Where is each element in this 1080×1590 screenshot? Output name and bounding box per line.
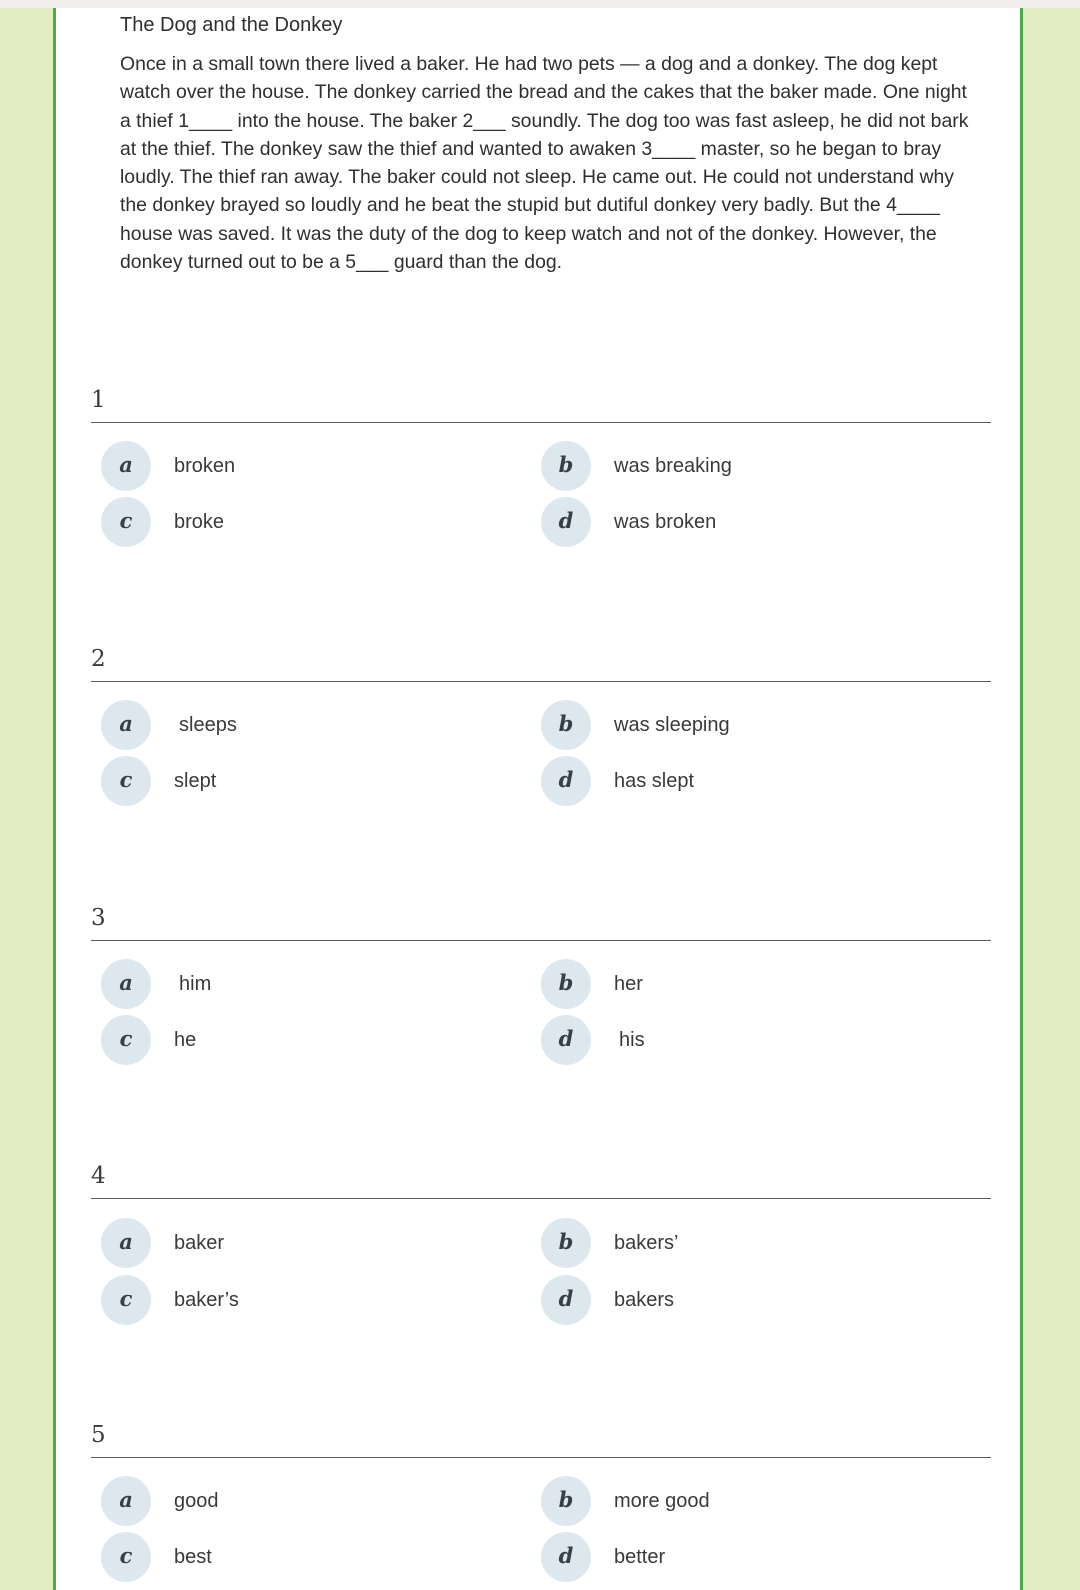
option-3c[interactable] bbox=[101, 1015, 501, 1065]
option-label: bakers bbox=[614, 1289, 675, 1311]
option-label: best bbox=[174, 1546, 212, 1568]
option-label: him bbox=[179, 973, 212, 995]
question-number: 4 bbox=[91, 1163, 106, 1189]
option-5b[interactable] bbox=[541, 1476, 941, 1526]
option-letter-badge: c bbox=[101, 1015, 151, 1065]
option-3a[interactable] bbox=[101, 959, 501, 1009]
option-letter-badge: d bbox=[541, 1532, 591, 1582]
option-label: was breaking bbox=[614, 455, 732, 477]
question-number: 3 bbox=[91, 905, 106, 931]
option-3d[interactable] bbox=[541, 1015, 941, 1065]
option-label: was sleeping bbox=[614, 714, 730, 736]
option-letter-badge: c bbox=[101, 1275, 151, 1325]
option-letter-badge: b bbox=[541, 1218, 591, 1268]
top-bar bbox=[0, 0, 1080, 8]
option-letter-badge: d bbox=[541, 756, 591, 806]
option-letter-badge: d bbox=[541, 1015, 591, 1065]
option-label: her bbox=[614, 973, 643, 995]
question-number: 2 bbox=[91, 646, 106, 672]
option-4d[interactable] bbox=[541, 1275, 941, 1325]
option-label: his bbox=[619, 1029, 645, 1051]
exercise-page bbox=[53, 8, 1023, 1590]
option-letter-badge: a bbox=[101, 1218, 151, 1268]
option-2a[interactable] bbox=[101, 700, 501, 750]
option-letter-badge: c bbox=[101, 497, 151, 547]
option-letter-badge: a bbox=[101, 441, 151, 491]
option-1a[interactable] bbox=[101, 441, 501, 491]
story-text: Once in a small town there lived a baker. He had two pets — a dog and a donkey. The dog kept watch over the house. The donkey carried the bread and the cakes that the baker made. One night a thief 1____ into the house. The baker 2___ soundly. The dog too was fast asleep, he did not bark at the thief. The donkey saw the thief and wanted to awaken 3____ master, so he began to bray loudly. The thief ran away. The baker could not sleep. He came out. He could not understand why the donkey brayed so loudly and he beat the stupid but dutiful donkey very badly. But the 4____ house was saved. It was the duty of the dog to keep watch and not of the donkey. However, the donkey turned out to be a 5___ guard than the dog. bbox=[120, 53, 969, 274]
option-2b[interactable] bbox=[541, 700, 941, 750]
option-letter-badge: c bbox=[101, 1532, 151, 1582]
option-2d[interactable] bbox=[541, 756, 941, 806]
question-number: 1 bbox=[91, 387, 106, 413]
option-label: baker bbox=[174, 1232, 225, 1254]
option-label: baker’s bbox=[174, 1289, 239, 1311]
option-letter-badge: a bbox=[101, 700, 151, 750]
option-5c[interactable] bbox=[101, 1532, 501, 1582]
option-4c[interactable] bbox=[101, 1275, 501, 1325]
option-label: he bbox=[174, 1029, 197, 1051]
option-1d[interactable] bbox=[541, 497, 941, 547]
option-letter-badge: b bbox=[541, 959, 591, 1009]
option-label: good bbox=[174, 1490, 219, 1512]
option-letter-badge: a bbox=[101, 1476, 151, 1526]
option-label: has slept bbox=[614, 770, 695, 792]
option-letter-badge: b bbox=[541, 700, 591, 750]
option-label: better bbox=[614, 1546, 666, 1568]
option-label: bakers’ bbox=[614, 1232, 679, 1254]
story-title: The Dog and the Donkey bbox=[120, 14, 343, 36]
option-letter-badge: d bbox=[541, 497, 591, 547]
question-divider bbox=[91, 422, 991, 423]
option-label: sleeps bbox=[179, 714, 237, 736]
option-2c[interactable] bbox=[101, 756, 501, 806]
question-divider bbox=[91, 940, 991, 941]
option-1c[interactable] bbox=[101, 497, 501, 547]
question-number: 5 bbox=[91, 1422, 106, 1448]
option-5a[interactable] bbox=[101, 1476, 501, 1526]
option-letter-badge: c bbox=[101, 756, 151, 806]
option-label: broke bbox=[174, 511, 225, 533]
option-letter-badge: a bbox=[101, 959, 151, 1009]
option-letter-badge: b bbox=[541, 441, 591, 491]
option-label: more good bbox=[614, 1490, 710, 1512]
option-5d[interactable] bbox=[541, 1532, 941, 1582]
option-4a[interactable] bbox=[101, 1218, 501, 1268]
option-letter-badge: b bbox=[541, 1476, 591, 1526]
option-4b[interactable] bbox=[541, 1218, 941, 1268]
question-divider bbox=[91, 1457, 991, 1458]
option-3b[interactable] bbox=[541, 959, 941, 1009]
option-label: broken bbox=[174, 455, 236, 477]
option-1b[interactable] bbox=[541, 441, 941, 491]
question-divider bbox=[91, 681, 991, 682]
option-label: slept bbox=[174, 770, 217, 792]
option-label: was broken bbox=[614, 511, 717, 533]
option-letter-badge: d bbox=[541, 1275, 591, 1325]
question-divider bbox=[91, 1198, 991, 1199]
